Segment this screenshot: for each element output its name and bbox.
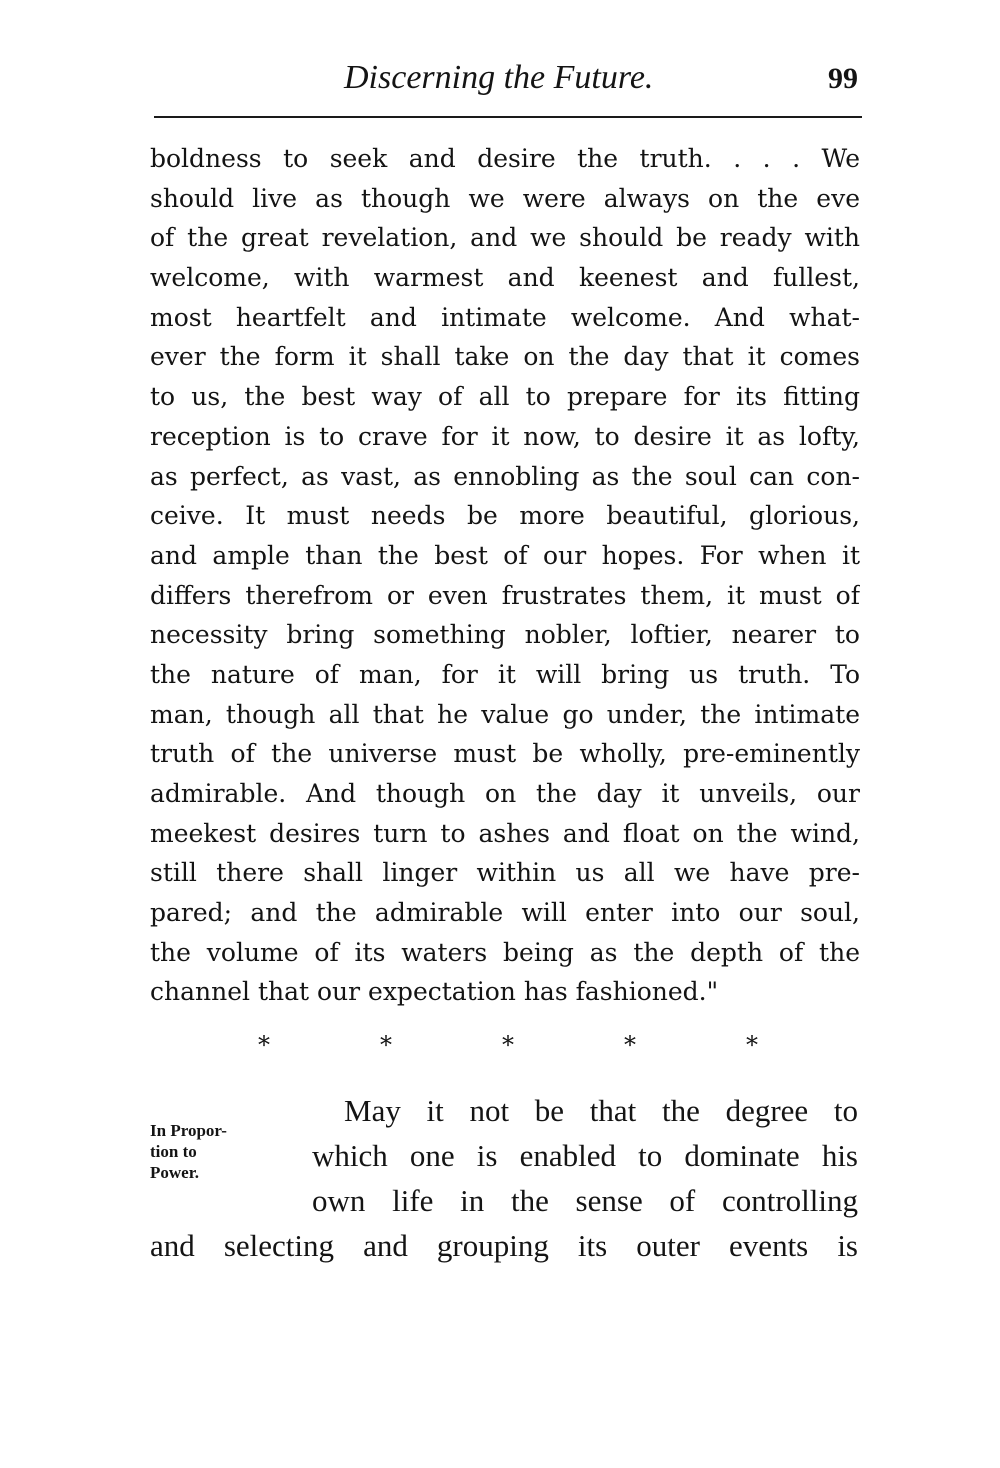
asterisk: *	[502, 1031, 514, 1059]
sidenote-line: tion to	[150, 1142, 197, 1161]
text-line: ceive. It must needs be more beautiful, glorious,	[150, 501, 860, 531]
section-line: May it not be that the degree to	[344, 1093, 858, 1128]
section-line: which one is enabled to dominate his	[312, 1138, 858, 1173]
running-title: Discerning the Future.	[344, 59, 654, 96]
text-line: to us, the best way of all to prepare for its fitting	[150, 382, 860, 412]
asterisk: *	[746, 1031, 758, 1059]
body-text	[150, 139, 860, 1012]
text-line: admirable. And though on the day it unveils, our	[150, 779, 860, 808]
text-line: the volume of its waters being as the depth of the	[150, 937, 860, 967]
text-line: still there shall linger within us all we have pre-	[150, 858, 860, 888]
text-line: channel that our expectation has fashioned."	[150, 977, 719, 1007]
text-line: reception is to crave for it now, to desire it as lofty,	[150, 421, 860, 451]
text-line: ever the form it shall take on the day that it comes	[150, 342, 860, 372]
section-separator	[258, 1030, 758, 1060]
asterisk: *	[258, 1031, 270, 1059]
sidenote-line: In Propor-	[150, 1121, 227, 1140]
text-line: boldness to seek and desire the truth. . . . We	[150, 144, 860, 173]
section-line: own life in the sense of controlling	[312, 1183, 858, 1218]
sidenote-line: Power.	[150, 1163, 199, 1182]
text-line: as perfect, as vast, as ennobling as the soul can con-	[150, 461, 860, 491]
text-line: truth of the universe must be wholly, pre-eminently	[150, 739, 860, 769]
text-line: welcome, with warmest and keenest and fullest,	[150, 263, 860, 293]
text-line: man, though all that he value go under, the intimate	[150, 699, 860, 729]
text-line: should live as though we were always on the eve	[150, 183, 860, 213]
text-line: necessity bring something nobler, loftier, nearer to	[150, 620, 860, 650]
text-line: pared; and the admirable will enter into our soul,	[150, 898, 860, 928]
text-line: of the great revelation, and we should be ready with	[150, 223, 860, 253]
asterisk: *	[380, 1031, 392, 1059]
text-line: meekest desires turn to ashes and float on the wind,	[150, 818, 860, 848]
running-head	[150, 58, 862, 102]
text-line: most heartfelt and intimate welcome. And what-	[150, 302, 860, 332]
text-line: the nature of man, for it will bring us truth. To	[150, 659, 860, 689]
text-line: differs therefrom or even frustrates them, it must of	[150, 580, 860, 610]
asterisk: *	[624, 1031, 636, 1059]
text-line: and ample than the best of our hopes. For when it	[150, 540, 860, 570]
section-line: and selecting and grouping its outer events is	[150, 1228, 858, 1263]
header-rule	[154, 116, 862, 118]
section-opening	[150, 1088, 858, 1268]
page-number: 99	[828, 62, 858, 95]
